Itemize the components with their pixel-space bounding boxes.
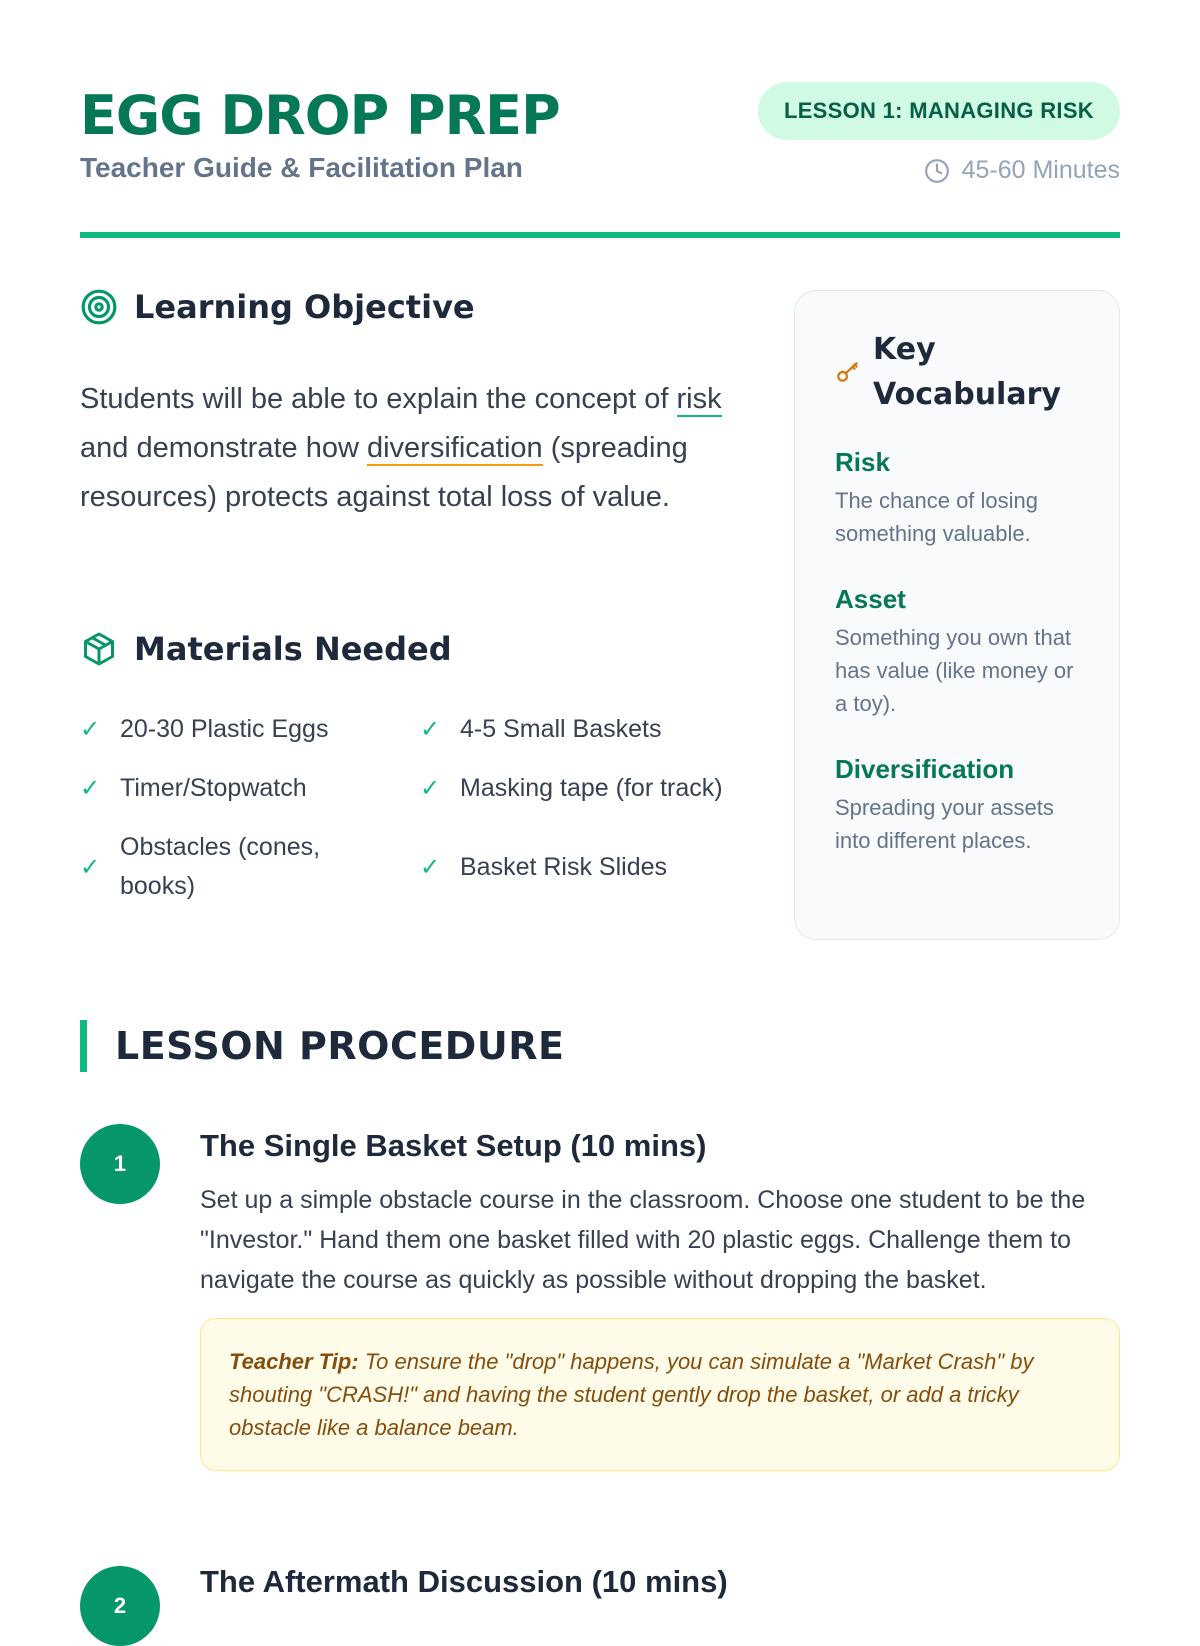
term-name: Risk xyxy=(835,447,890,477)
materials-list xyxy=(80,710,770,906)
page-title: EGG DROP PREP xyxy=(80,84,560,147)
page-header xyxy=(80,80,1120,240)
heading-accent-bar xyxy=(80,1020,87,1072)
step-body xyxy=(200,1560,1120,1604)
target-icon xyxy=(80,288,118,326)
term-name: Diversification xyxy=(835,754,1015,784)
vocab-term xyxy=(835,754,1079,857)
material-label: Timer/Stopwatch xyxy=(120,774,307,802)
list-item xyxy=(420,828,760,906)
list-item xyxy=(80,769,420,808)
check-icon: ✓ xyxy=(420,853,441,881)
objective-text-part: and demonstrate how xyxy=(80,432,367,464)
step-body xyxy=(200,1124,1120,1471)
vocab-term xyxy=(835,447,1079,550)
materials-heading-row xyxy=(80,630,452,668)
objective-heading-row xyxy=(80,288,475,326)
duration-info xyxy=(924,156,1120,185)
keyword-diversification: diversification xyxy=(366,432,543,464)
check-icon: ✓ xyxy=(80,775,101,802)
procedure-heading: LESSON PROCEDURE xyxy=(115,1024,565,1068)
list-item xyxy=(80,710,420,749)
term-name: Asset xyxy=(835,584,906,614)
objective-text-part: (spreading resources) protects against total loss of value. xyxy=(80,432,688,513)
procedure-heading-row xyxy=(80,1020,564,1072)
material-label: Obstacles (cones, books) xyxy=(120,833,321,900)
vocabulary-card xyxy=(794,290,1120,940)
keyword-risk: risk xyxy=(676,383,722,415)
teacher-tip xyxy=(200,1318,1120,1471)
check-icon: ✓ xyxy=(420,716,441,743)
header-divider xyxy=(80,232,1120,238)
materials-heading: Materials Needed xyxy=(134,630,452,668)
duration-text: 45-60 Minutes xyxy=(961,156,1120,184)
tip-label: Teacher Tip: xyxy=(229,1349,359,1374)
list-item xyxy=(80,828,420,906)
tip-text: To ensure the "drop" happens, you can simulate a "Market Crash" by shouting "CRASH!" and having the student gently drop the basket, or add a tricky obstacle like a balance beam. xyxy=(229,1349,1034,1440)
material-label: Masking tape (for track) xyxy=(460,774,723,802)
check-icon: ✓ xyxy=(420,775,441,802)
term-definition: Spreading your assets into different places. xyxy=(835,795,1054,853)
lesson-plan-page xyxy=(80,0,1120,1618)
step-number: 2 xyxy=(80,1566,160,1646)
objective-text-part: Students will be able to explain the concept of xyxy=(80,383,677,415)
term-definition: Something you own that has value (like money or a toy). xyxy=(835,625,1074,716)
clock-icon xyxy=(924,158,950,184)
material-label: 4-5 Small Baskets xyxy=(460,715,662,743)
material-label: Basket Risk Slides xyxy=(460,852,668,881)
list-item xyxy=(420,769,760,808)
objective-text xyxy=(80,375,740,522)
vocabulary-heading-row xyxy=(835,327,1079,417)
material-label: 20-30 Plastic Eggs xyxy=(120,715,329,743)
lesson-badge: LESSON 1: MANAGING RISK xyxy=(758,82,1120,140)
step-number: 1 xyxy=(80,1124,160,1204)
list-item xyxy=(420,710,760,749)
step-title: The Single Basket Setup (10 mins) xyxy=(200,1128,707,1163)
vocabulary-heading: Key Vocabulary xyxy=(873,332,1061,412)
vocab-term xyxy=(835,584,1079,720)
check-icon: ✓ xyxy=(80,716,101,743)
page-subtitle: Teacher Guide & Facilitation Plan xyxy=(80,152,523,183)
step-text: Set up a simple obstacle course in the classroom. Choose one student to be the "Investor." Hand them one basket filled with 20 plastic eggs. Challenge them to navigate the course as quickly as possible without dropping the basket. xyxy=(200,1186,1086,1294)
check-icon: ✓ xyxy=(80,853,101,881)
term-definition: The chance of losing something valuable. xyxy=(835,488,1039,546)
key-icon xyxy=(835,359,861,385)
objective-heading: Learning Objective xyxy=(134,288,475,326)
step-title: The Aftermath Discussion (10 mins) xyxy=(200,1564,728,1599)
box-icon xyxy=(80,630,118,668)
